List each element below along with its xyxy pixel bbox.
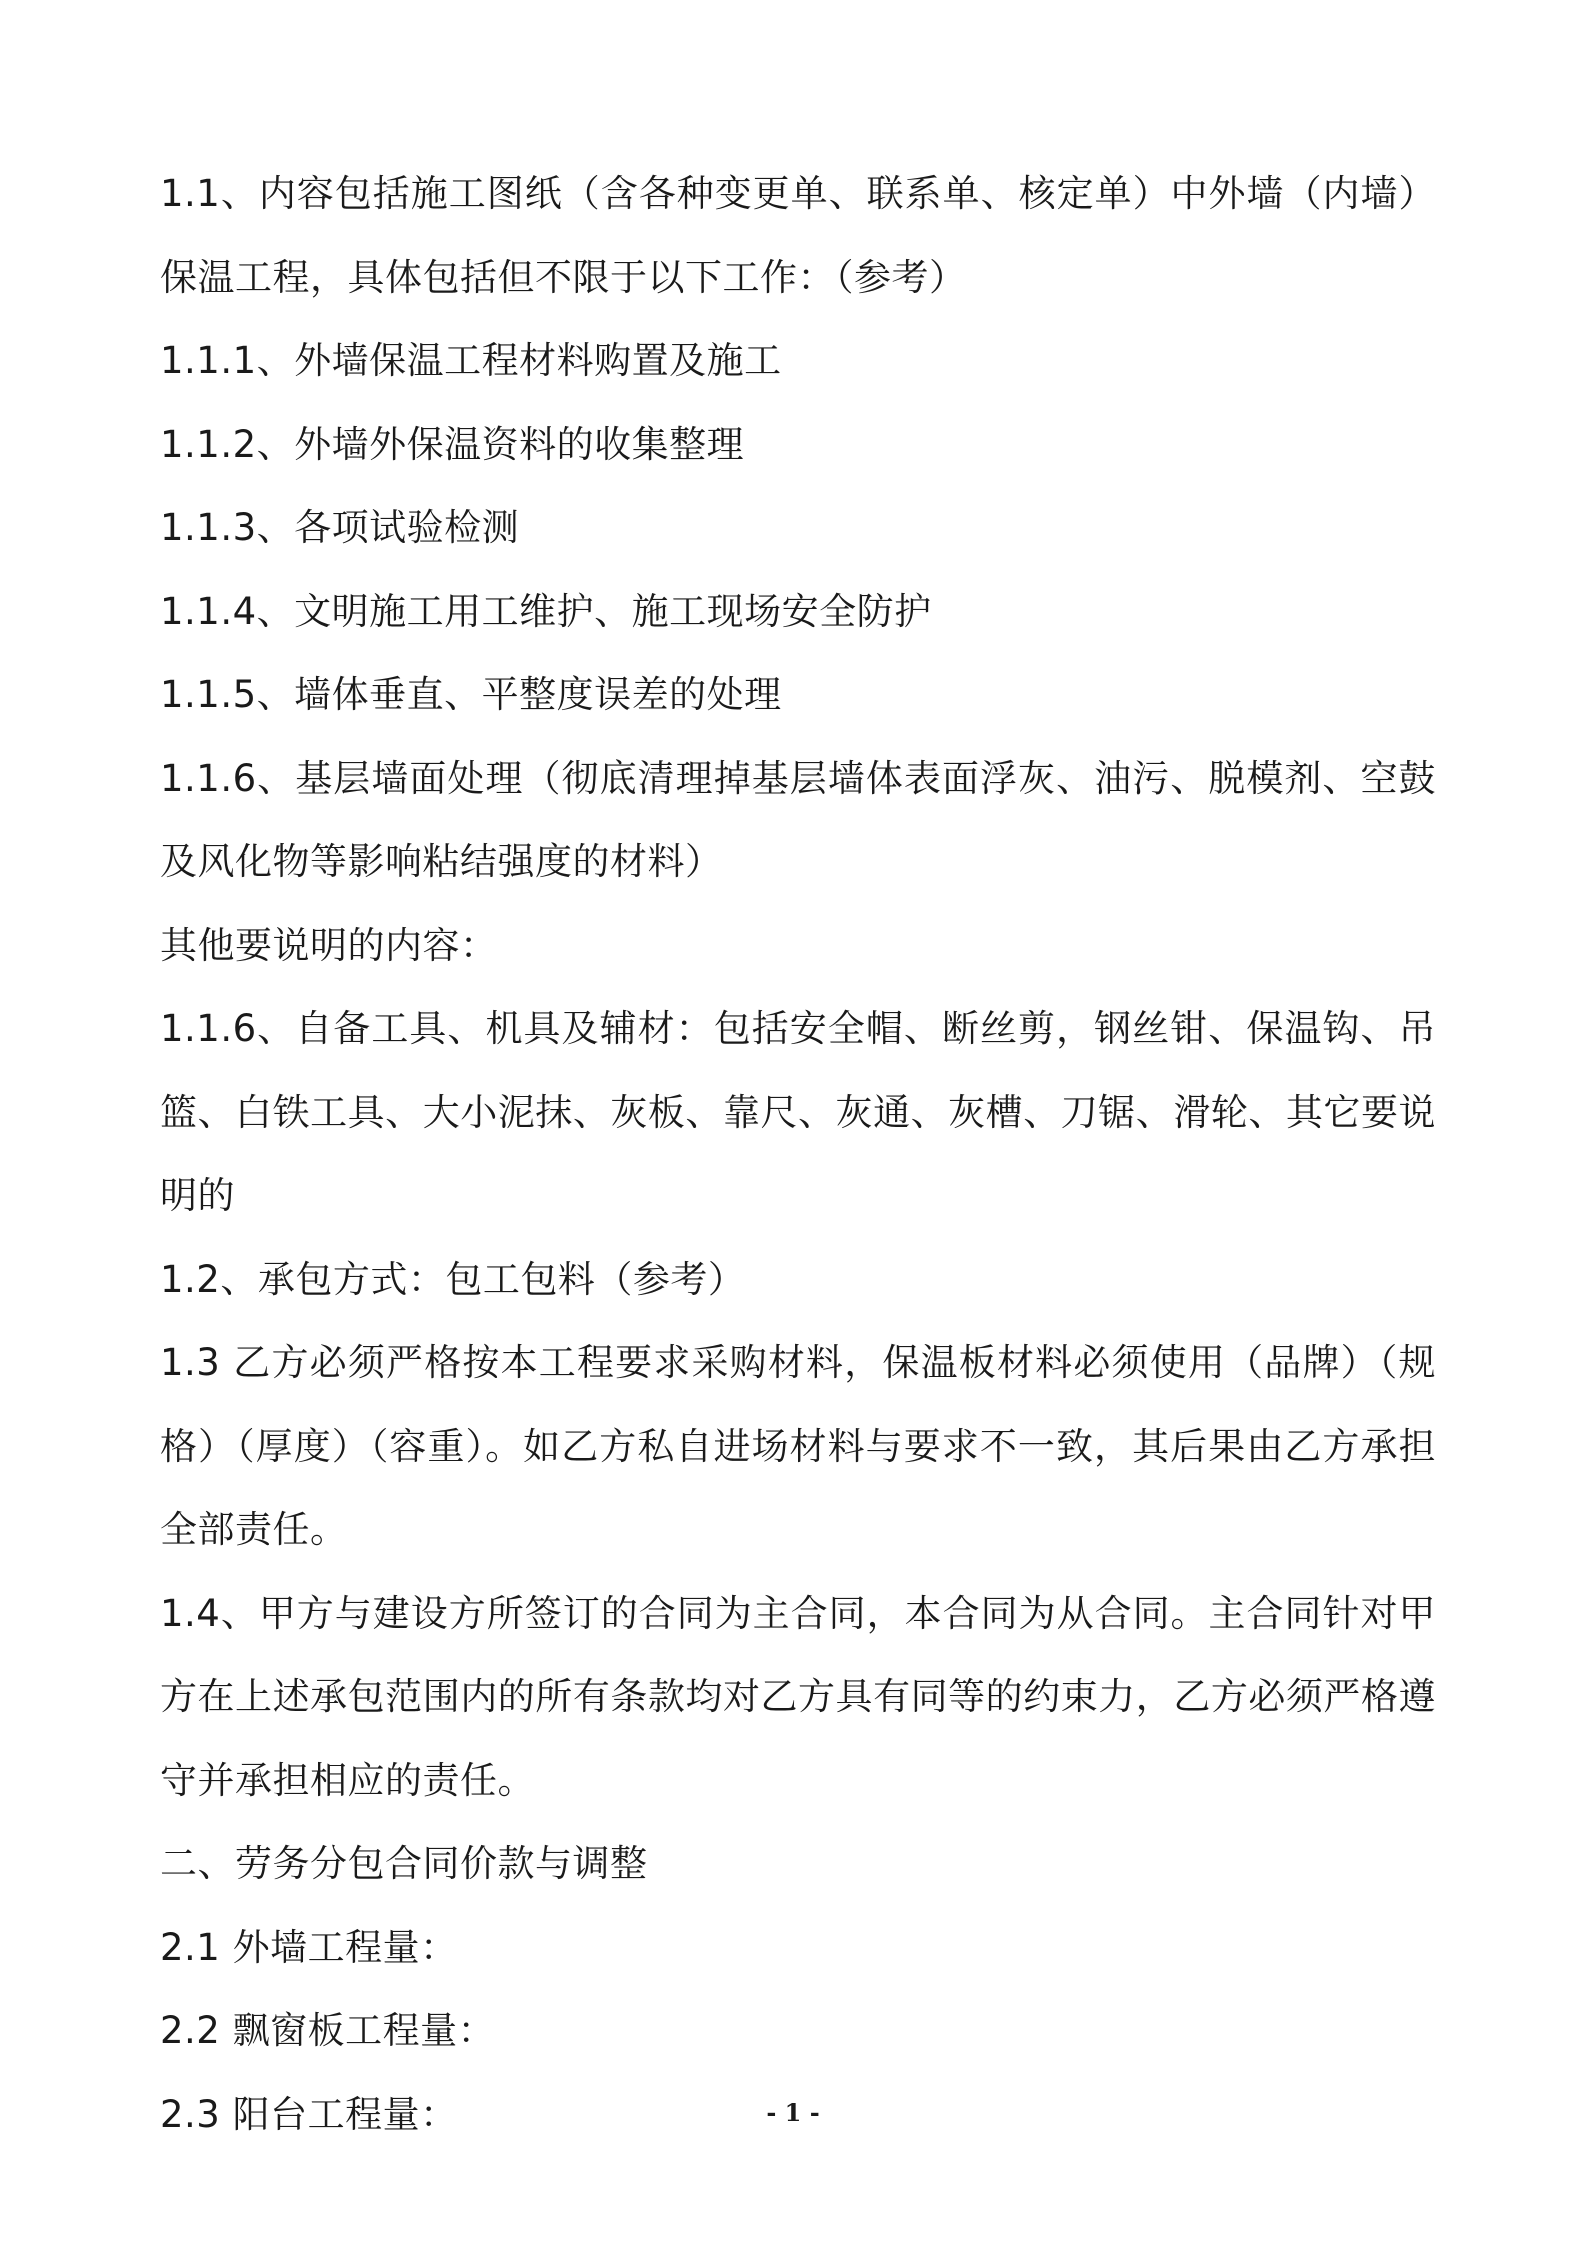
clause-1-4: 1.4、甲方与建设方所签订的合同为主合同，本合同为从合同。主合同针对甲方在上述承包范围内的所有条款均对乙方具有同等的约束力，乙方必须严格遵守并承担相应的责任。: [160, 1591, 1436, 1802]
page-number: - 1 -: [766, 2098, 820, 2127]
clause-1-1: 1.1、内容包括施工图纸（含各种变更单、联系单、核定单）中外墙（内墙）保温工程，具体包括但不限于以下工作：（参考）: [160, 172, 1436, 299]
section-2-heading: 二、劳务分包合同价款与调整: [160, 1842, 648, 1885]
document-body: [160, 152, 1436, 2156]
other-notes-heading: 其他要说明的内容：: [160, 923, 498, 967]
clause-1-1-1: 1.1.1、外墙保温工程材料购置及施工: [160, 339, 782, 382]
clause-2-1: 2.1 外墙工程量：: [160, 1925, 458, 1969]
clause-1-1-5: 1.1.5、墙体垂直、平整度误差的处理: [160, 673, 782, 716]
clause-1-1-3: 1.1.3、各项试验检测: [160, 506, 520, 549]
clause-1-1-6-base-wall: 1.1.6、基层墙面处理（彻底清理掉基层墙体表面浮灰、油污、脱模剂、空鼓及风化物等影响粘结强度的材料）: [160, 756, 1436, 883]
clause-2-2: 2.2 飘窗板工程量：: [160, 2009, 496, 2052]
clause-1-1-2: 1.1.2、外墙外保温资料的收集整理: [160, 422, 745, 466]
clause-2-3: 2.3 阳台工程量：: [160, 2092, 458, 2136]
clause-1-3: 1.3 乙方必须严格按本工程要求采购材料，保温板材料必须使用（品牌）（规格）（厚度）（容重）。如乙方私自进场材料与要求不一致，其后果由乙方承担全部责任。: [160, 1341, 1436, 1551]
clause-1-2: 1.2、承包方式：包工包料（参考）: [160, 1257, 746, 1301]
clause-1-1-4: 1.1.4、文明施工用工维护、施工现场安全防护: [160, 589, 932, 633]
clause-1-1-6-tools: 1.1.6、自备工具、机具及辅材：包括安全帽、断丝剪，钢丝钳、保温钩、吊篮、白铁工具、大小泥抹、灰板、靠尺、灰通、灰槽、刀锯、滑轮、其它要说明的: [160, 1007, 1436, 1217]
